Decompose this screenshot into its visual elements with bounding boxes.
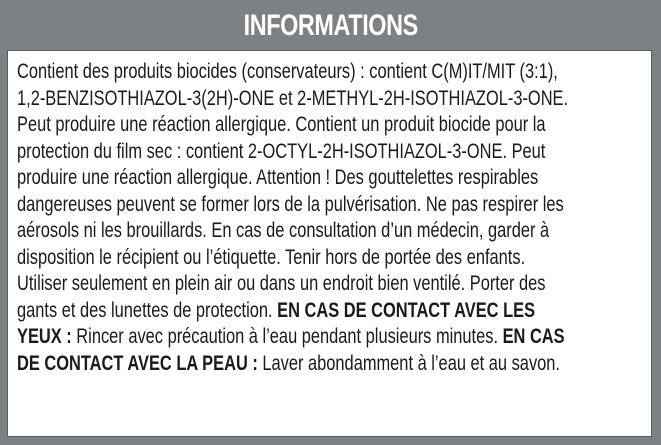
text-line [17, 351, 645, 378]
text-line [17, 139, 645, 166]
text-line [17, 192, 645, 219]
text-line [17, 271, 645, 298]
text-segment: Contient des produits biocides (conservateurs) : contient C(M)IT/MIT (3:1), [17, 60, 558, 83]
text-segment: Peut produire une réaction allergique. Contient un produit biocide pour la [17, 113, 546, 136]
bold-text-segment: EN CAS [502, 325, 565, 348]
bold-text-segment: DE CONTACT AVEC LA PEAU : [17, 351, 258, 375]
text-line [17, 218, 645, 245]
text-line [17, 86, 645, 113]
panel-title: INFORMATIONS [243, 9, 418, 42]
text-line [17, 324, 645, 351]
text-segment: dangereuses peuvent se former lors de la pulvérisation. Ne pas respirer les [17, 192, 564, 216]
text-line [17, 245, 645, 272]
bold-text-segment: YEUX : [17, 325, 72, 348]
text-segment: Utiliser seulement en plein air ou dans un endroit bien ventilé. Porter des [17, 272, 546, 295]
information-text-box [7, 50, 652, 437]
text-line [17, 112, 645, 139]
text-line [17, 298, 645, 325]
text-segment: Laver abondamment à l’eau et au savon. [257, 351, 560, 375]
text-segment: aérosols ni les brouillards. En cas de consultation d’un médecin, garder à [17, 219, 550, 242]
text-segment: Rincer avec précaution à l’eau pendant plusieurs minutes. [71, 325, 503, 348]
text-segment: produire une réaction allergique. Attention ! Des gouttelettes respirables [17, 166, 539, 189]
text-segment: disposition le récipient ou l’étiquette. Tenir hors de portée des enfants. [17, 245, 526, 269]
text-segment: protection du film sec : contient 2-OCTYL-2H-ISOTHIAZOL-3-ONE. Peut [17, 139, 546, 163]
text-line [17, 59, 645, 86]
information-text [17, 59, 645, 377]
text-segment: gants et des lunettes de protection. [17, 298, 278, 322]
text-line [17, 165, 645, 192]
panel-header [5, 5, 656, 47]
text-segment: 1,2-BENZISOTHIAZOL-3(2H)-ONE et 2-METHYL-2H-ISOTHIAZOL-3-ONE. [17, 86, 569, 110]
bold-text-segment: EN CAS DE CONTACT AVEC LES [277, 298, 536, 322]
